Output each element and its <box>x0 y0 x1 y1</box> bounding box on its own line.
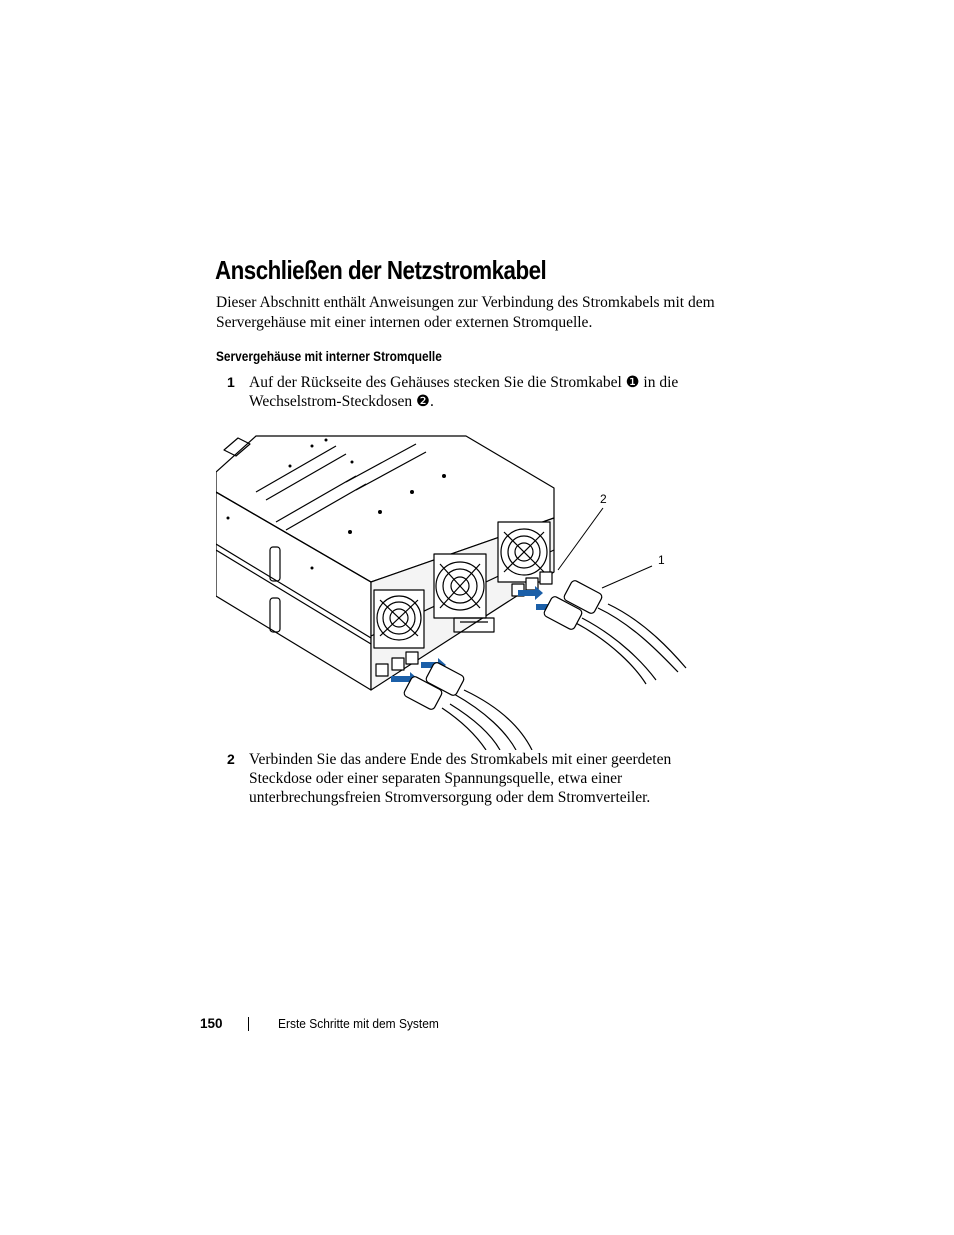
callout-2-label: 2 <box>600 492 607 506</box>
step-1-number: 1 <box>227 374 235 390</box>
power-cable-illustration <box>216 432 696 750</box>
step-2-number: 2 <box>227 751 235 767</box>
section-heading: Anschließen der Netzstromkabel <box>215 255 547 285</box>
callout-1-label: 1 <box>658 553 665 567</box>
step-1-text: Auf der Rückseite des Gehäuses stecken Sie die Stromkabel ❶ in die Wechselstrom-Steckdosen ❷. <box>249 374 679 410</box>
step-2-text: Verbinden Sie das andere Ende des Stromkabels mit einer geerdeten Steckdose oder einer separaten Spannungsquelle, etwa einer unterbrechungsfreien Stromversorgung oder dem Stromverteiler. <box>249 751 672 806</box>
subsection-heading: Servergehäuse mit interner Stromquelle <box>216 349 442 364</box>
server-chassis-figure <box>216 432 696 750</box>
footer-divider <box>248 1017 249 1031</box>
footer-section-title: Erste Schritte mit dem System <box>278 1016 439 1031</box>
page-number: 150 <box>200 1016 223 1031</box>
intro-paragraph: Dieser Abschnitt enthält Anweisungen zur Verbindung des Stromkabels mit dem Servergehäuse mit einer internen oder externen Stromquelle. <box>216 294 715 331</box>
